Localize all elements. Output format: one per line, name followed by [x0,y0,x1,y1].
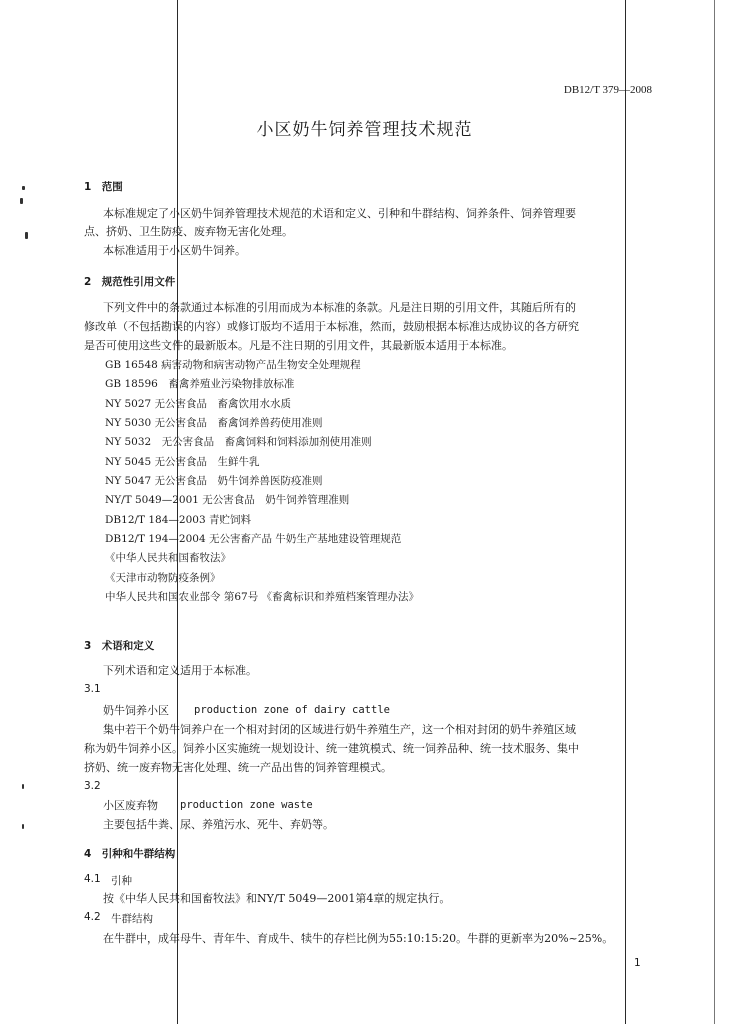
term-3-1-number: 3.1 [84,683,101,695]
term-3-2-english: production zone waste [180,799,313,811]
subsection-4-2-text: 在牛群中，成年母牛、青年牛、育成牛、犊牛的存栏比例为55:10:15:20。牛群的更新率为20%~25%。 [103,932,614,945]
scan-speck [20,198,23,204]
scan-speck [25,232,28,239]
reference-item: 《天津市动物防疫条例》 [105,572,221,584]
reference-item: NY 5027 无公害食品 畜禽饮用水水质 [105,398,292,410]
scan-line-far-right [714,0,715,1024]
page-number: 1 [634,957,641,969]
term-3-1-english: production zone of dairy cattle [194,704,390,716]
section-1-paragraph-line: 点、挤奶、卫生防疫、废弃物无害化处理。 [84,225,293,238]
term-3-1-definition-line: 集中若干个奶牛饲养户在一个相对封闭的区域进行奶牛养殖生产，这一个相对封闭的奶牛养殖区域 [103,723,576,736]
subsection-4-1-number: 4.1 [84,873,101,885]
subsection-4-2-number: 4.2 [84,911,101,923]
subsection-4-1-title: 引种 [111,875,132,887]
reference-item: 中华人民共和国农业部令 第67号 《畜禽标识和养殖档案管理办法》 [105,591,420,603]
subsection-4-2-title: 牛群结构 [111,913,153,925]
scan-speck [22,186,25,190]
term-3-2-name: 小区废弃物 [103,799,158,812]
section-3-intro: 下列术语和定义适用于本标准。 [103,664,257,677]
term-3-2-definition: 主要包括牛粪、尿、养殖污水、死牛、弃奶等。 [103,818,334,831]
term-3-1-name: 奶牛饲养小区 [103,704,169,717]
term-3-2-number: 3.2 [84,780,101,792]
reference-item: NY 5030 无公害食品 畜禽饲养兽药使用准则 [105,417,323,429]
reference-item: GB 16548 病害动物和病害动物产品生物安全处理规程 [105,359,361,371]
subsection-4-1-text: 按《中华人民共和国畜牧法》和NY/T 5049—2001第4章的规定执行。 [103,892,451,905]
section-3-heading: 3 术语和定义 [84,640,155,652]
reference-item: NY 5032 无公害食品 畜禽饲料和饲料添加剂使用准则 [105,436,372,448]
term-3-1-definition-line: 称为奶牛饲养小区。饲养小区实施统一规划设计、统一建筑模式、统一饲养品种、统一技术服务、集中 [84,742,579,755]
reference-item: GB 18596 畜禽养殖业污染物排放标准 [105,378,295,390]
scan-line-right [625,0,626,1024]
section-1-heading: 1 范围 [84,181,123,193]
section-4-heading: 4 引种和牛群结构 [84,848,176,860]
reference-item: NY 5045 无公害食品 生鲜牛乳 [105,456,260,468]
section-2-heading: 2 规范性引用文件 [84,276,176,288]
reference-item: NY/T 5049—2001 无公害食品 奶牛饲养管理准则 [105,494,350,506]
term-3-1-definition-line: 挤奶、统一废弃物无害化处理、统一产品出售的饲养管理模式。 [84,761,392,774]
reference-item: NY 5047 无公害食品 奶牛饲养兽医防疫准则 [105,475,323,487]
reference-item: DB12/T 194—2004 无公害畜产品 牛奶生产基地建设管理规范 [105,533,402,545]
section-2-paragraph-line: 下列文件中的条款通过本标准的引用而成为本标准的条款。凡是注日期的引用文件，其随后所有的 [103,301,576,314]
section-1-paragraph-line: 本标准规定了小区奶牛饲养管理技术规范的术语和定义、引种和牛群结构、饲养条件、饲养管理要 [103,207,576,220]
section-1-paragraph: 本标准适用于小区奶牛饲养。 [103,244,246,257]
reference-item: DB12/T 184—2003 青贮饲料 [105,514,251,526]
document-title: 小区奶牛饲养管理技术规范 [256,120,473,140]
scan-speck [22,784,24,789]
scan-speck [22,824,24,829]
section-2-paragraph-line: 修改单（不包括勘误的内容）或修订版均不适用于本标准，然而，鼓励根据本标准达成协议的各方研究 [84,320,579,333]
section-2-paragraph-line: 是否可使用这些文件的最新版本。凡是不注日期的引用文件，其最新版本适用于本标准。 [84,339,513,352]
standard-number: DB12/T 379—2008 [563,84,652,96]
reference-item: 《中华人民共和国畜牧法》 [105,552,231,564]
